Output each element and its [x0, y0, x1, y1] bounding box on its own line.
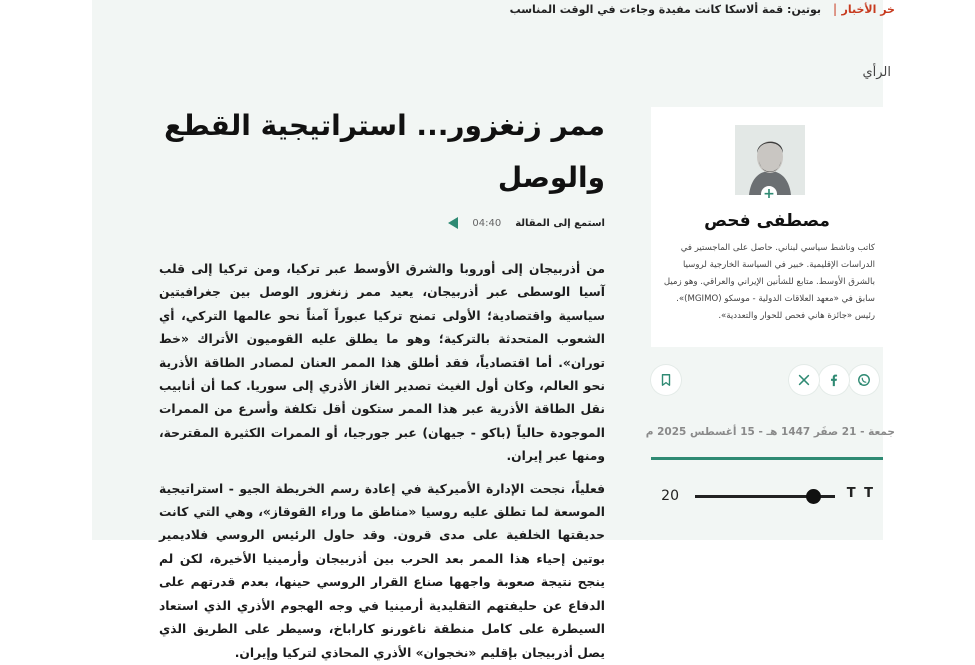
bookmark-button[interactable] [651, 365, 681, 395]
author-name[interactable]: مصطفى فحص [704, 211, 830, 231]
x-share-button[interactable] [789, 365, 819, 395]
ticker-headline[interactable]: بوتين: قمة ألاسكا كانت مفيدة وجاءت في الوقت المناسب [509, 3, 821, 16]
publish-date: جمعة - 21 صفَر 1447 هـ - 15 أغسطس 2025 م [645, 426, 895, 438]
avatar[interactable] [735, 125, 805, 195]
font-size-control [651, 476, 883, 516]
follow-plus-icon[interactable]: + [761, 186, 777, 202]
whatsapp-icon [857, 373, 871, 387]
font-size-slider-handle[interactable] [806, 489, 821, 504]
article-title: ممر زنغزور... استراتيجية القطع والوصل [164, 109, 605, 194]
x-icon [797, 373, 811, 387]
ticker-separator: | [832, 2, 837, 16]
author-bio: كاتب وناشط سياسي لبناني. حاصل على الماجستير في الدراسات الإقليمية. خبير في السياسة الخارجية لروسيا بالشرق الأوسط. متابع للشأنين الإيراني والعراقي. وهو زميل سابق في «معهد العلاقات الدولية - موسكو (MGIMO)». رئيس «جائزة هاني فحص للحوار والتعددية». [663, 243, 875, 321]
facebook-share-button[interactable] [819, 365, 849, 395]
font-size-value: 20 [661, 488, 679, 504]
whatsapp-share-button[interactable] [849, 365, 879, 395]
share-bar [651, 364, 883, 396]
ticker-label[interactable]: خر الأخبار [841, 3, 895, 16]
news-ticker [92, 0, 895, 22]
author-portrait-icon [735, 125, 805, 195]
listen-bar [159, 210, 605, 236]
facebook-icon [827, 373, 841, 387]
article-paragraph: من أذربيجان إلى أوروبا والشرق الأوسط عبر تركيا، ومن تركيا إلى قلب آسيا الوسطى عبر أذربيجان، يعيد ممر زنغزور الوصل بين جغرافيتين سياسية واقتصادية؛ الأولى تمنح تركيا عبوراً آمناً نحو عالمها التركي، أي الشعوب المتحدثة بالتركية؛ وهو ما يطلق عليه القوميون الأتراك «خط توران». أما اقتصادياً، فقد أطلق هذا الممر العنان لمصادر الطاقة الأذرية نحو العالم، وكان أول الغيث تصدير الغاز الأذري إلى سوريا. كما أن أنابيب نقل الطاقة الأذرية عبر هذا الممر ستكون أقل تكلفة وأسرع من الممرات الموجودة حالياً (باكو - جيهان) عبر جورجيا، أو الممرات الكثيرة المقترحة، ومنها عبر إيران. [159, 262, 605, 464]
section-breadcrumb[interactable]: الرأي [862, 65, 891, 80]
font-size-icon: T T [846, 486, 875, 501]
article-paragraph: فعلياً، نجحت الإدارة الأميركية في إعادة رسم الخريطة الجيو - استراتيجية الموسعة لما تطلق عليه روسيا «مناطق ما وراء القوقاز»، وهي التي كانت حديقتها الخلفية على مدى قرون. وقد حاول الرئيس الروسي فلاديمير بوتين إحياء هذا الممر بعد الحرب بين أذربيجان وأرمينيا الأخيرة، لكن لم ينجح نتيجة صعوبة واجهها صناع القرار الروسي حينها، بعدم قدرتهم على الدفاع عن حليفتهم التقليدية أرمينيا في وجه الهجوم الأذري الذي استعاد السيطرة على كامل منطقة ناغورنو كاراباخ، وسيطر على الطريق الذي يصل أذربيجان بإقليم «نخجوان» الأذري المحاذي لتركيا وإيران. [159, 481, 605, 660]
accent-divider [651, 457, 883, 460]
page-container [92, 0, 895, 660]
author-card [651, 107, 883, 347]
bookmark-icon [659, 373, 673, 387]
listen-duration: 04:40 [472, 217, 502, 229]
article [159, 100, 605, 665]
play-icon[interactable] [448, 217, 458, 229]
listen-label: استمع إلى المقالة [515, 217, 605, 229]
